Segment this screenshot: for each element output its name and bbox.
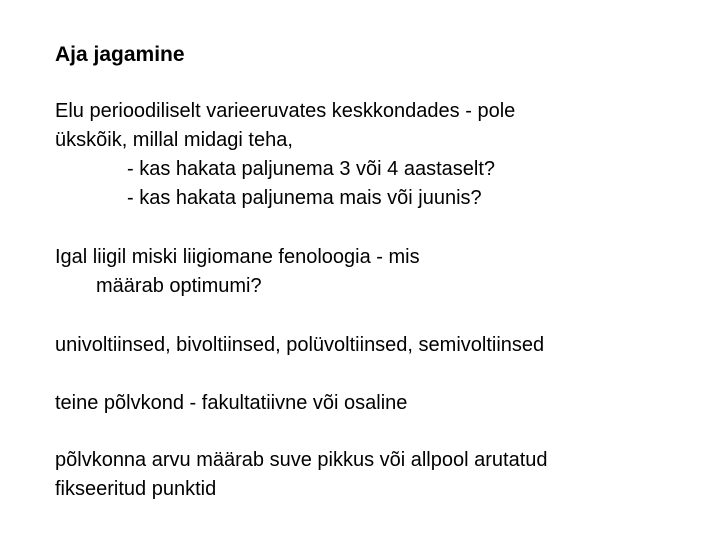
paragraph-4: teine põlvkond - fakultatiivne või osaline [55, 392, 408, 414]
paragraph-5-line-2: fikseeritud punktid [55, 478, 217, 500]
paragraph-5-line-1: põlvkonna arvu määrab suve pikkus või allpool arutatud [55, 449, 548, 471]
slide-title: Aja jagamine [55, 43, 185, 66]
paragraph-1-line-2: ükskõik, millal midagi teha, [55, 129, 293, 151]
paragraph-1-bullet-1: - kas hakata paljunema 3 või 4 aastaselt? [127, 158, 495, 180]
paragraph-1-bullet-2: - kas hakata paljunema mais või juunis? [127, 187, 482, 209]
paragraph-2-line-1: Igal liigil miski liigiomane fenoloogia - mis [55, 246, 420, 268]
paragraph-1-line-1: Elu perioodiliselt varieeruvates keskkondades - pole [55, 100, 516, 122]
paragraph-2-line-2: määrab optimumi? [96, 275, 262, 297]
paragraph-3: univoltiinsed, bivoltiinsed, polüvoltiinsed, semivoltiinsed [55, 334, 545, 356]
